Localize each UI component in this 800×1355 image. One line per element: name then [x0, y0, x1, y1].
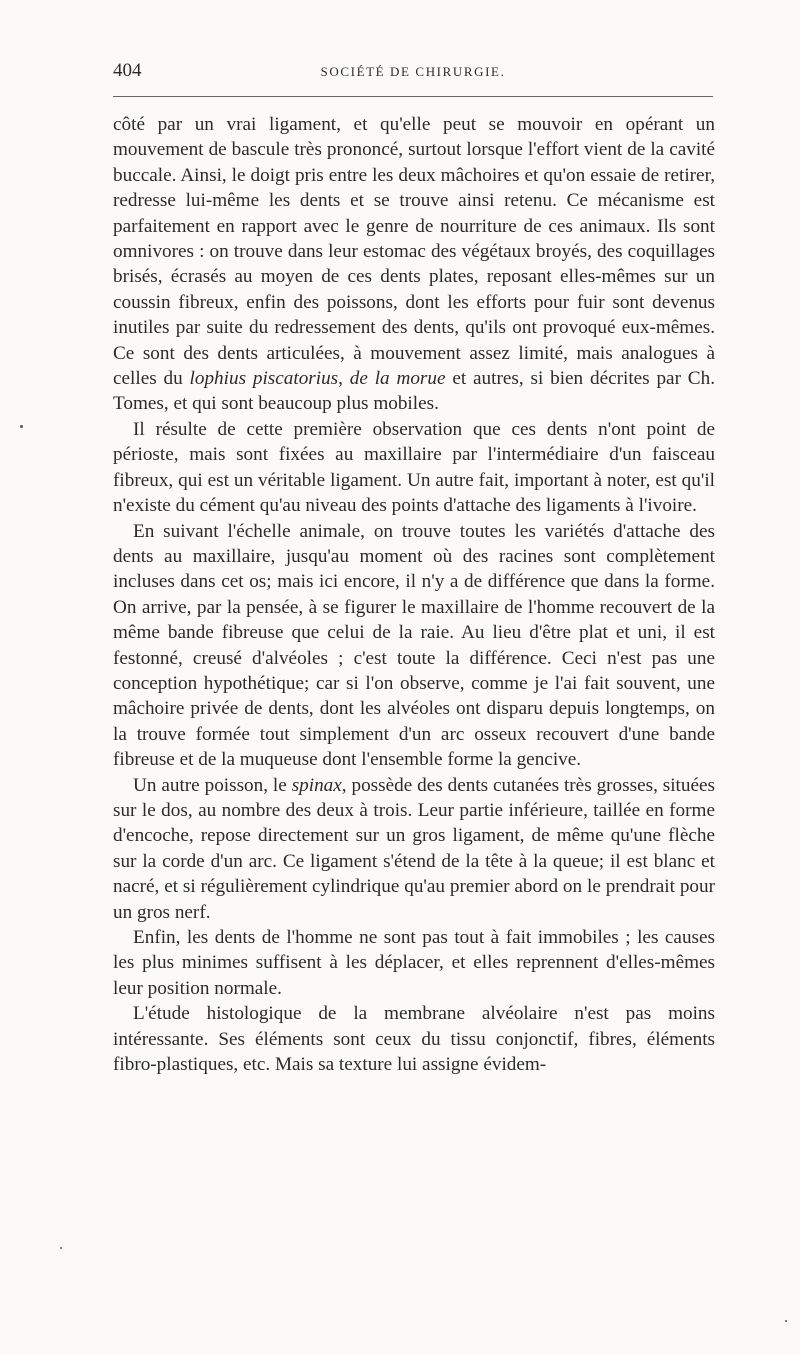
margin-speck: [20, 425, 23, 428]
running-title: SOCIÉTÉ DE CHIRURGIE.: [320, 64, 506, 79]
paragraph: [113, 112, 715, 417]
paragraph: [113, 417, 715, 519]
margin-speck: [60, 1247, 62, 1249]
italic-text: spinax: [291, 774, 342, 796]
margin-speck: [785, 1320, 787, 1322]
text-run: côté par un vrai ligament, et qu'elle peut se mouvoir en opérant un mouvement de bascule très prononcé, surtout lorsque l'effort vient de la cavité buccale. Ainsi, le doigt pris entre les deux mâchoires et qu'on essaie de retirer, redresse lui-même les dents et se trouve ainsi retenu. Ce mécanisme est parfaitement en rapport avec le genre de nourriture de ces animaux. Ils sont omnivores : on trouve dans leur estomac des végétaux broyés, des coquillages brisés, écrasés au moyen de ces dents plates, reposant elles-mêmes sur un coussin fibreux, enfin des poissons, dont les efforts pour fuir sont devenus inutiles par suite du redressement des dents, qu'ils ont provoqué eux-mêmes. Ce sont des dents articulées, à mouvement assez limité, mais analogues à celles du: [113, 114, 715, 390]
text-run: , possède des dents cutanées très grosses, situées sur le dos, au nombre des deux à trois. Leur partie inférieure, taillée en forme d'encoche, repose directement sur un gros ligament, de même qu'une flèche sur la corde d'un arc. Ce ligament s'étend de la tête à la queue; il est blanc et nacré, et si régulièrement cylindrique qu'au premier abord on le prendrait pour un gros nerf.: [113, 774, 715, 923]
body-text: [113, 112, 715, 1077]
page-number: 404: [113, 60, 142, 81]
italic-text: lophius piscatorius, de la morue: [189, 368, 446, 390]
paragraph: [113, 925, 715, 1001]
paragraph: [113, 1001, 715, 1077]
text-run: L'étude histologique de la membrane alvéolaire n'est pas moins intéressante. Ses éléments sont ceux du tissu conjonctif, fibres, éléments fibro-plastiques, etc. Mais sa texture lui assigne évidem-: [113, 1003, 715, 1076]
page-header: [113, 60, 713, 88]
text-run: En suivant l'échelle animale, on trouve toutes les variétés d'attache des dents au maxillaire, jusqu'au moment où des racines sont complètement incluses dans cet os; mais ici encore, il n'y a de différence que dans la forme. On arrive, par la pensée, à se figurer le maxillaire de l'homme recouvert de la même bande fibreuse que celui de la raie. Au lieu d'être plat et uni, il est festonné, creusé d'alvéoles ; c'est toute la différence. Ceci n'est pas une conception hypothétique; car si l'on observe, comme je l'ai fait souvent, une mâchoire privée de dents, dont les alvéoles ont disparu depuis longtemps, on la trouve formée tout simplement d'un arc osseux recouvert d'une bande fibreuse et de la muqueuse dont l'ensemble forme la gencive.: [113, 520, 715, 771]
text-run: Il résulte de cette première observation que ces dents n'ont point de périoste, mais sont fixées au maxillaire par l'intermédiaire d'un faisceau fibreux, qui est un véritable ligament. Un autre fait, important à noter, est qu'il n'existe du cément qu'au niveau des points d'attache des ligaments à l'ivoire.: [113, 418, 715, 517]
text-run: et autres, si bien décrites par Ch. Tomes, et qui sont beaucoup plus mobiles.: [113, 368, 715, 415]
paragraph: [113, 519, 715, 773]
text-run: Enfin, les dents de l'homme ne sont pas tout à fait immobiles ; les causes les plus minimes suffisent à les déplacer, et elles reprennent d'elles-mêmes leur position normale.: [113, 927, 715, 999]
header-rule: [113, 96, 713, 97]
paragraph: [113, 773, 715, 925]
text-run: Un autre poisson, le: [133, 774, 292, 796]
